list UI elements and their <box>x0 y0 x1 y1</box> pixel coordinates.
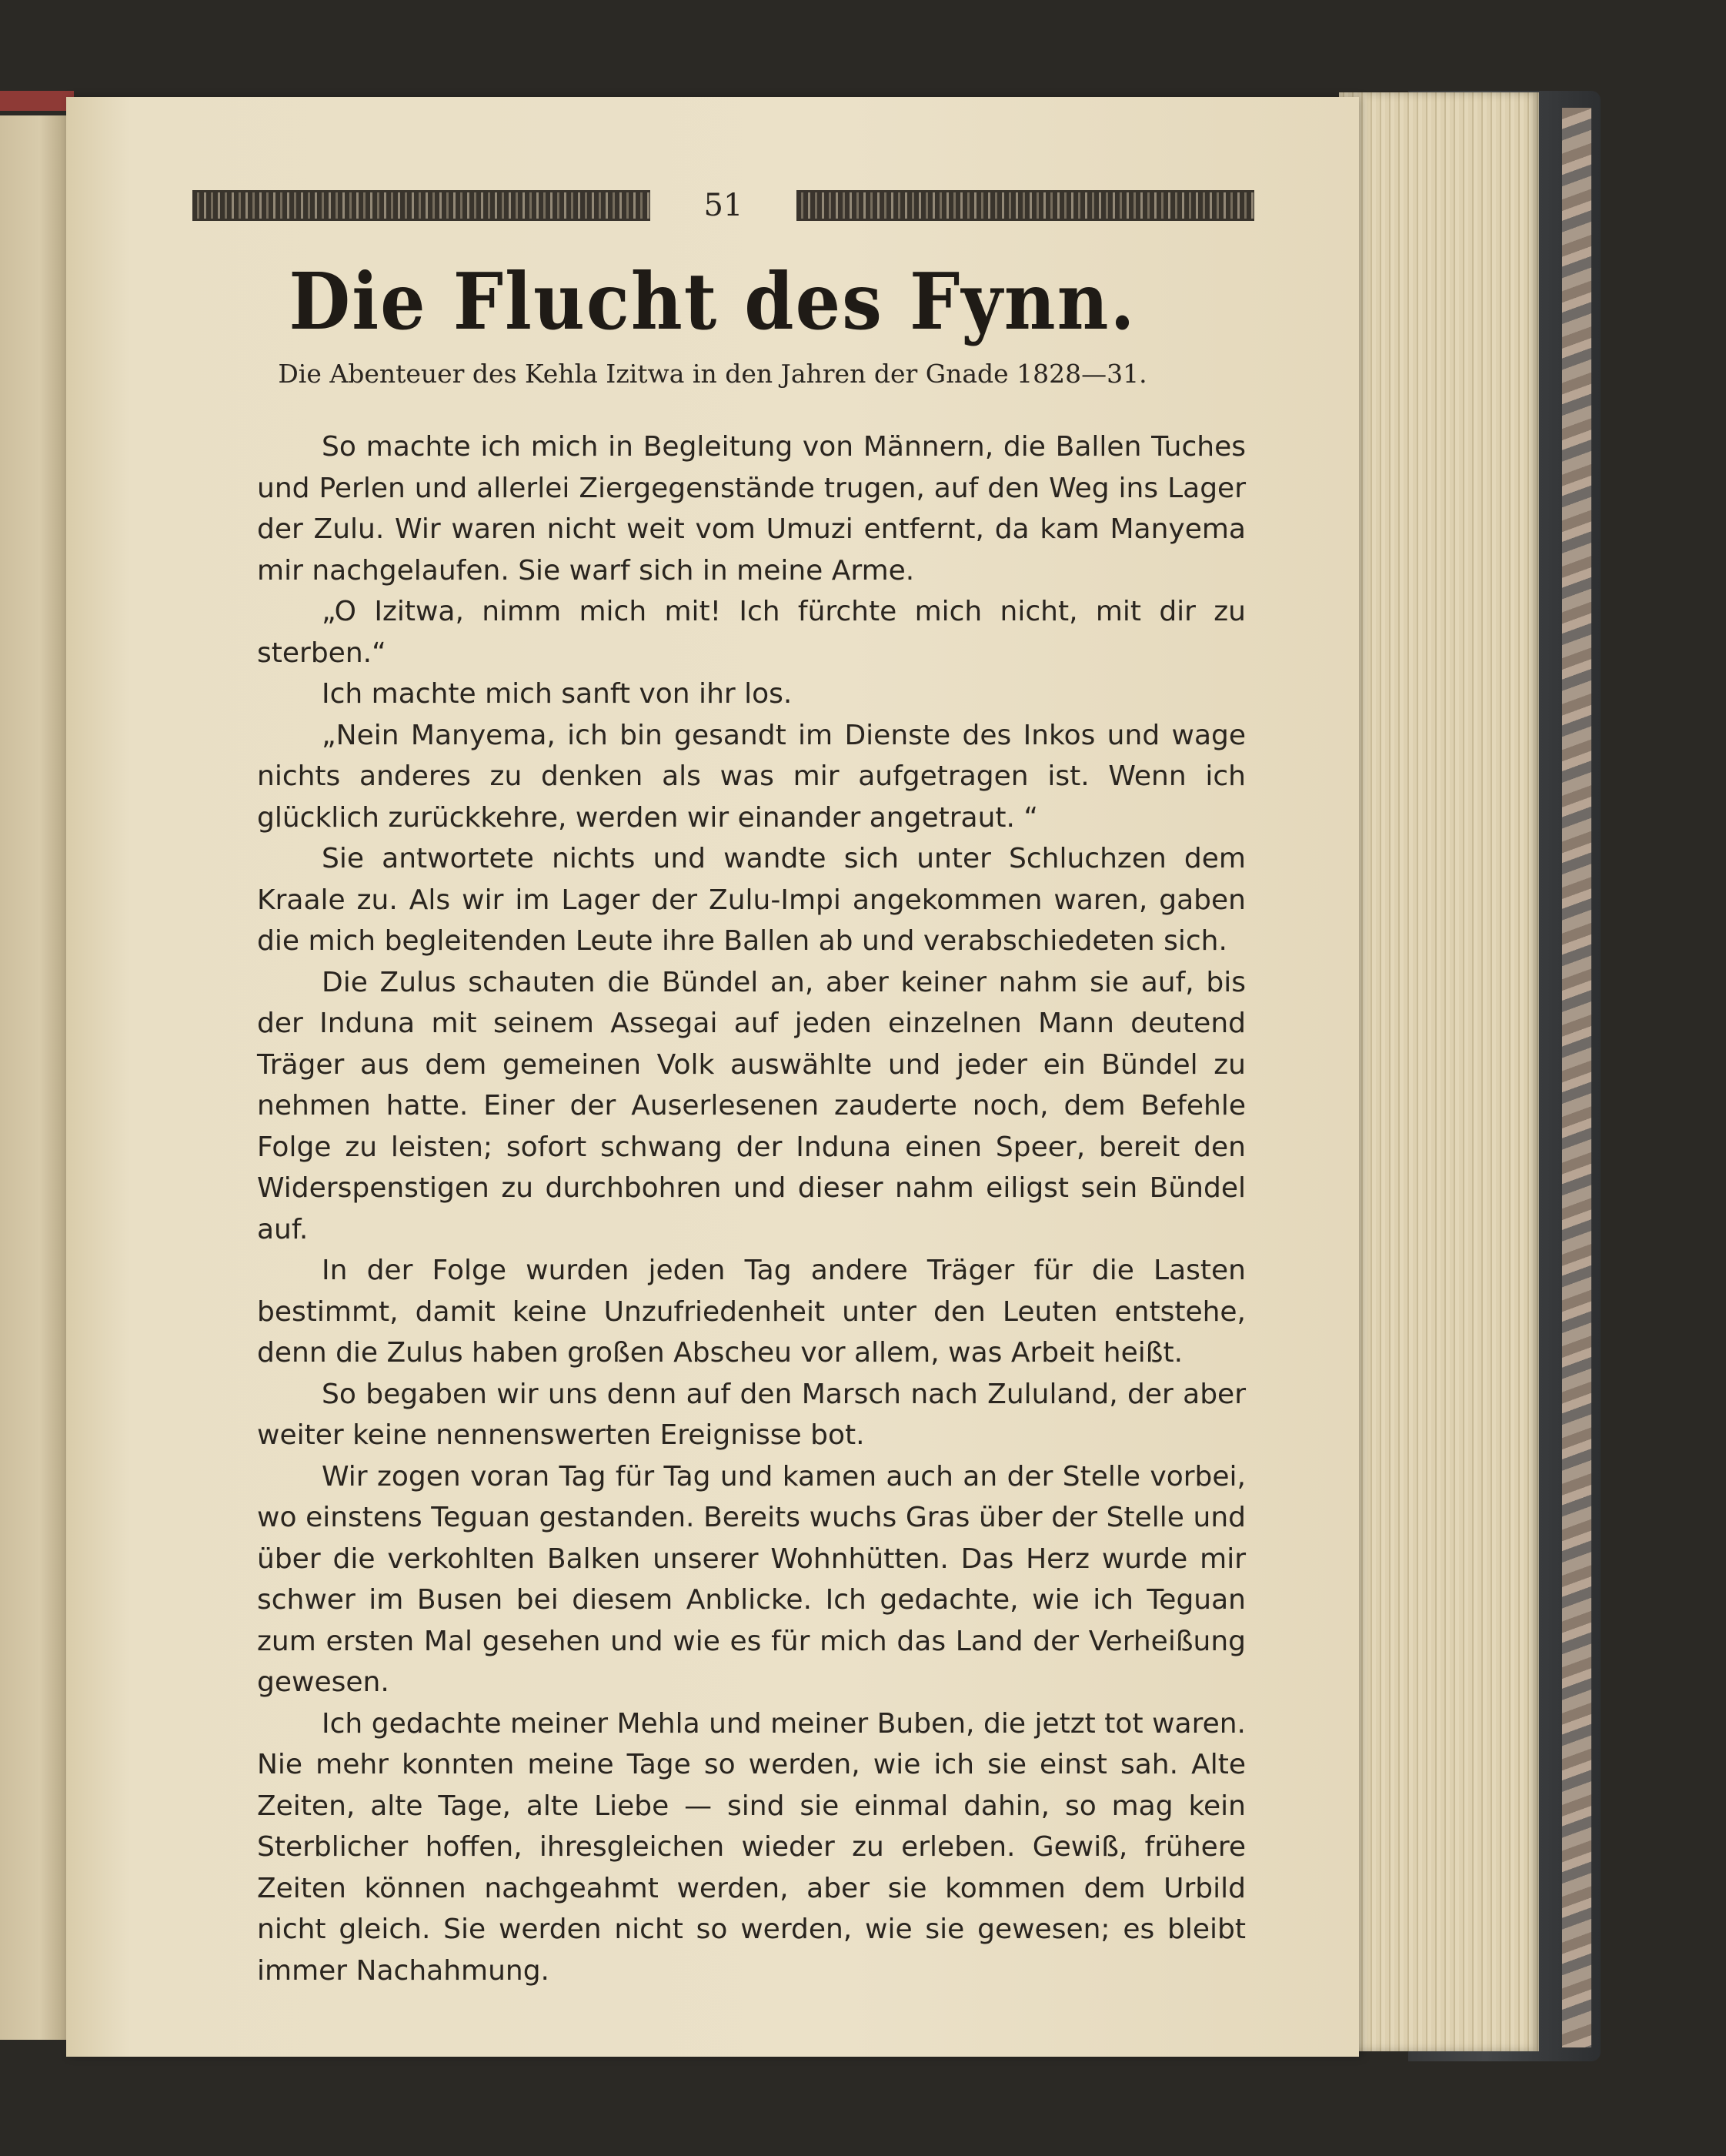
left-page <box>0 115 66 2040</box>
body-text <box>257 426 1246 1991</box>
paragraph: Ich machte mich sanft von ihr los. <box>322 678 793 710</box>
marbled-cover-edge <box>1562 108 1591 2047</box>
page-header <box>192 186 1254 225</box>
paragraph: So machte ich mich in Begleitung von Männern, die Ballen Tuches und Perlen und allerlei Ziergegenstände trugen, auf den Weg ins Lager der Zulu. Wir waren nicht weit vom Umuzi entfernt, da kam Manyema mir nachgelaufen. Sie warf sich in meine Arme. <box>257 431 1246 587</box>
ornament-left <box>192 190 650 221</box>
ornament-right <box>796 190 1254 221</box>
paragraph: Wir zogen voran Tag für Tag und kamen auch an der Stelle vorbei, wo einstens Teguan gestanden. Bereits wuchs Gras über der Stelle und über die verkohlten Balken unserer Wohnhütten. Das Herz wurde mir schwer im Busen bei diesem Anblicke. Ich gedachte, wie ich Teguan zum ersten Mal gesehen und wie es für mich das Land der Verheißung gewesen. <box>257 1460 1246 1698</box>
paragraph: Ich gedachte meiner Mehla und meiner Buben, die jetzt tot waren. Nie mehr konnten meine Tage so werden, wie ich sie einst sah. Alte Zeiten, alte Tage, alte Liebe — sind sie einmal dahin, so mag kein Sterblicher hoffen, ihresgleichen wieder zu erleben. Gewiß, frühere Zeiten können nachgeahmt werden, aber sie kommen dem Urbild nicht gleich. Sie werden nicht so werden, wie sie gewesen; es bleibt immer Nachahmung. <box>257 1707 1246 1987</box>
paragraph: „O Izitwa, nimm mich mit! Ich fürchte mich nicht, mit dir zu sterben.“ <box>257 596 1246 669</box>
paragraph: Die Zulus schauten die Bündel an, aber keiner nahm sie auf, bis der Induna mit seinem Assegai auf jeden einzelnen Mann deutend Träger aus dem gemeinen Volk auswählte und jeder ein Bündel zu nehmen hatte. Einer der Auserlesenen zauderte noch, dem Befehle Folge zu leisten; sofort schwang der Induna einen Speer, bereit den Widerspenstigen zu durchbohren und dieser nahm eiligst sein Bündel auf. <box>257 966 1246 1245</box>
left-cover-edge <box>0 91 74 111</box>
page-edges <box>1339 92 1539 2051</box>
chapter-subtitle: Die Abenteuer des Kehla Izitwa in den Jahren der Gnade 1828—31. <box>278 359 1147 389</box>
book-page <box>66 97 1359 2057</box>
paragraph: „Nein Manyema, ich bin gesandt im Dienste des Inkos und wage nichts anderes zu denken als was mir aufgetragen ist. Wenn ich glücklich zurückkehre, werden wir einander angetraut. “ <box>257 719 1246 834</box>
paragraph: So begaben wir uns denn auf den Marsch nach Zululand, der aber weiter keine nennenswerten Ereignisse bot. <box>257 1378 1246 1451</box>
paragraph: In der Folge wurden jeden Tag andere Träger für die Lasten bestimmt, damit keine Unzufriedenheit unter den Leuten entstehe, denn die Zulus haben großen Abscheu vor allem, was Arbeit heißt. <box>257 1255 1246 1369</box>
paragraph: Sie antwortete nichts und wandte sich unter Schluchzen dem Kraale zu. Als wir im Lager der Zulu-Impi angekommen waren, gaben die mich begleitenden Leute ihre Ballen ab und verabschiedeten sich. <box>257 843 1246 957</box>
chapter-title: Die Flucht des Fynn. <box>289 256 1137 348</box>
page-number: 51 <box>703 188 743 223</box>
